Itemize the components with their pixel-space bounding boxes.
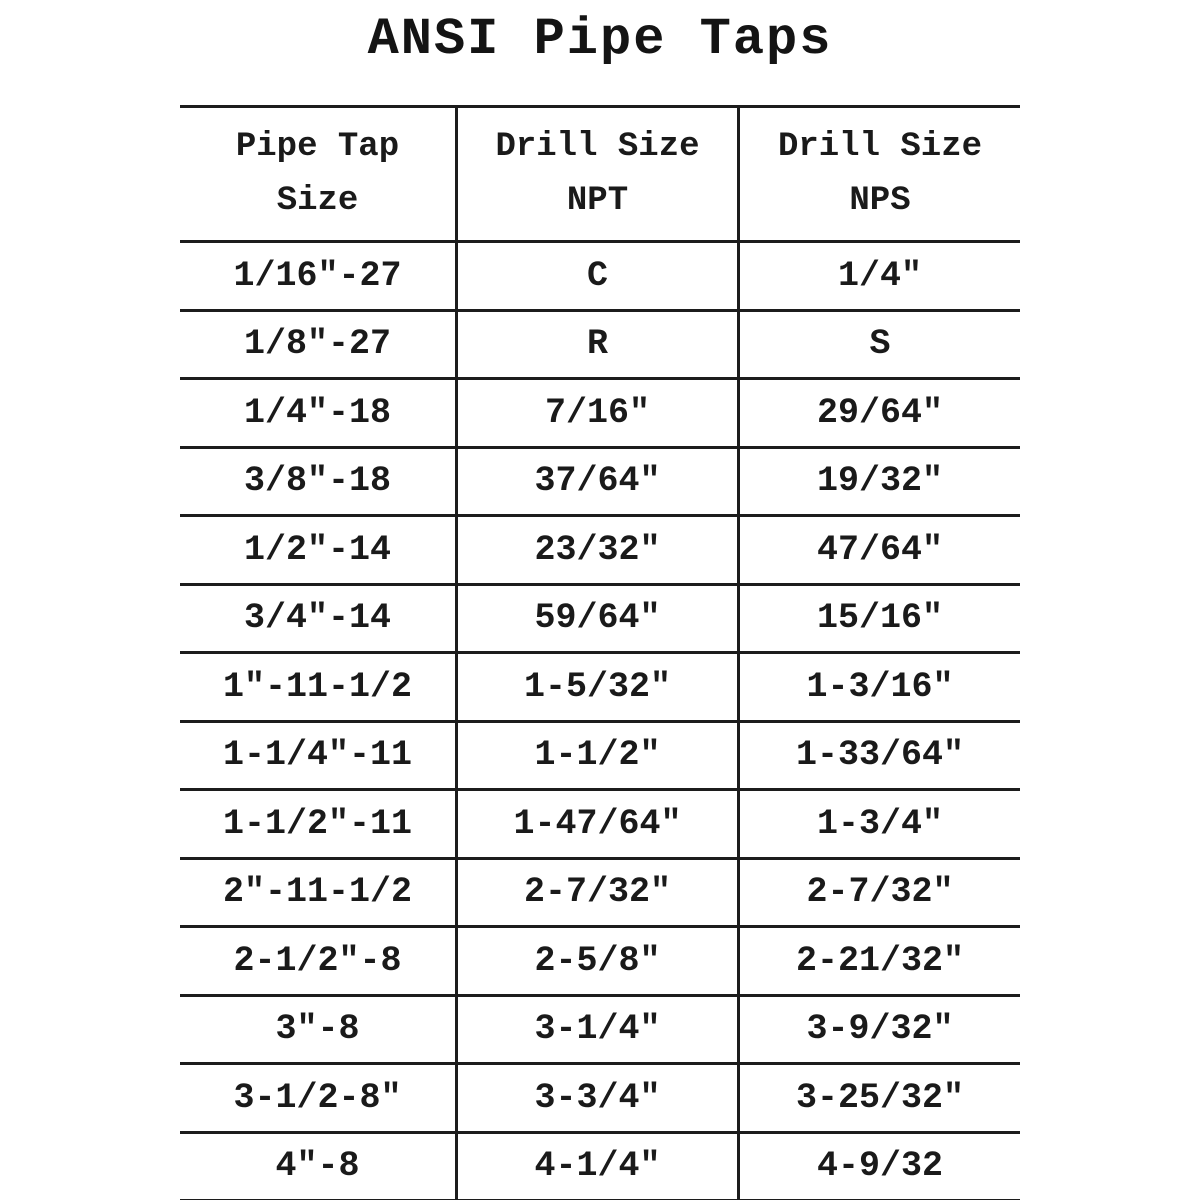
table-cell: 3-1/2-8″ (180, 1065, 455, 1134)
table-cell: 23/32″ (455, 517, 737, 586)
table-cell: 3/8″-18 (180, 449, 455, 518)
table-cell: 3/4″-14 (180, 586, 455, 655)
table-cell: 1-3/4″ (737, 791, 1020, 860)
table-cell: 1-3/16″ (737, 654, 1020, 723)
header-line: NPS (849, 182, 911, 220)
table-cell: 4-1/4″ (455, 1134, 737, 1200)
table-cell: 1/4″ (737, 243, 1020, 312)
table-cell: 1-5/32″ (455, 654, 737, 723)
table-cell: 1-1/2″-11 (180, 791, 455, 860)
table-cell: 1-1/4″-11 (180, 723, 455, 792)
table-cell: 47/64″ (737, 517, 1020, 586)
table-cell: 3″-8 (180, 997, 455, 1066)
table-cell: 2-1/2″-8 (180, 928, 455, 997)
table-cell: 3-1/4″ (455, 997, 737, 1066)
header-line: Drill Size (495, 128, 700, 166)
table-cell: 2-7/32″ (737, 860, 1020, 929)
table-cell: 3-3/4″ (455, 1065, 737, 1134)
table-cell: 1-33/64″ (737, 723, 1020, 792)
table-cell: 2-5/8″ (455, 928, 737, 997)
table-cell: 1/16″-27 (180, 243, 455, 312)
table-cell: S (737, 312, 1020, 381)
column-header-pipe-tap-size (180, 108, 455, 243)
table-cell: 2-7/32″ (455, 860, 737, 929)
table-cell: 3-25/32″ (737, 1065, 1020, 1134)
table-cell: 1-1/2″ (455, 723, 737, 792)
header-line: Pipe Tap (235, 128, 400, 166)
page-title: ANSI Pipe Taps (367, 10, 833, 69)
table-cell: 4″-8 (180, 1134, 455, 1200)
table-cell: 2-21/32″ (737, 928, 1020, 997)
table-cell: 1/4″-18 (180, 380, 455, 449)
column-header-drill-size-npt (455, 108, 737, 243)
table-cell: 1-47/64″ (455, 791, 737, 860)
table-cell: 1/8″-27 (180, 312, 455, 381)
column-header-drill-size-nps (737, 108, 1020, 243)
table-cell: 2″-11-1/2 (180, 860, 455, 929)
table-cell: 37/64″ (455, 449, 737, 518)
header-line: Drill Size (777, 128, 983, 166)
table-cell: 3-9/32″ (737, 997, 1020, 1066)
table-cell: 19/32″ (737, 449, 1020, 518)
table-cell: 15/16″ (737, 586, 1020, 655)
table-cell: 1″-11-1/2 (180, 654, 455, 723)
table-cell: C (455, 243, 737, 312)
table-cell: 1/2″-14 (180, 517, 455, 586)
table-cell: 29/64″ (737, 380, 1020, 449)
pipe-taps-table (180, 105, 1020, 1200)
table-cell: 7/16″ (455, 380, 737, 449)
table-cell: 59/64″ (455, 586, 737, 655)
header-line: NPT (566, 182, 629, 220)
header-line: Size (276, 182, 359, 220)
table-cell: R (455, 312, 737, 381)
table-cell: 4-9/32 (737, 1134, 1020, 1200)
